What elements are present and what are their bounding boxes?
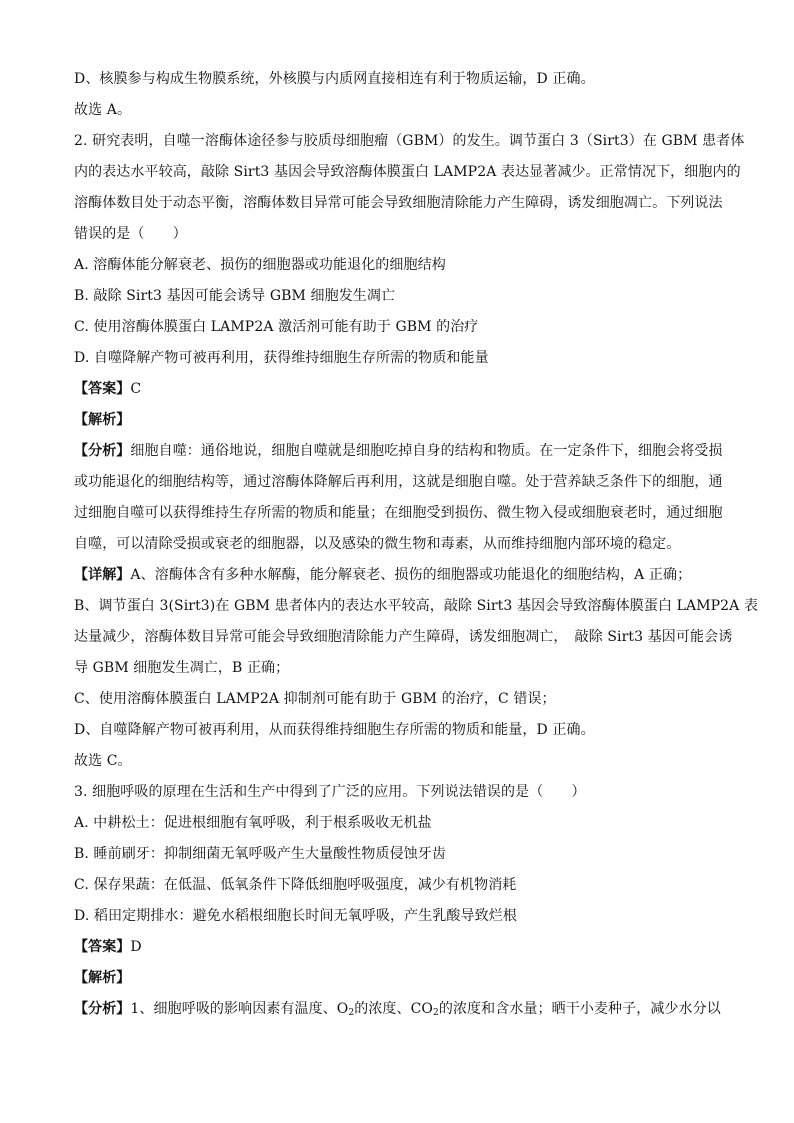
- option-b: B. 睡前刷牙：抑制细菌无氧呼吸产生大量酸性物质侵蚀牙齿: [74, 846, 446, 862]
- fenxi-tag: 【分析】: [74, 1001, 131, 1017]
- fenxi-tag: 【分析】: [74, 443, 131, 459]
- text-line: 故选 C。: [74, 753, 132, 769]
- xiangjie-text: A、溶酶体含有多种水解酶，能分解衰老、损伤的细胞器或功能退化的细胞结构，A 正确；: [130, 567, 692, 583]
- analysis-heading: [74, 963, 720, 994]
- option-a: A. 中耕松土：促进根细胞有氧呼吸，利于根系吸收无机盐: [74, 815, 432, 831]
- answer-line: [74, 932, 720, 963]
- subscript: 2: [348, 1008, 355, 1018]
- analysis-heading: [74, 405, 720, 436]
- text-line: 错误的是（ ）: [74, 226, 187, 242]
- fenxi-text: 的浓度和含水量；晒干小麦种子，减少水分以: [438, 1001, 721, 1017]
- analysis-tag: 【解析】: [74, 412, 131, 428]
- answer-line: [74, 374, 720, 405]
- option-d: D. 稻田定期排水：避免水稻根细胞长时间无氧呼吸，产生乳酸导致烂根: [74, 908, 517, 924]
- text-line: D、自噬降解产物可被再利用，从而获得维持细胞生存所需的物质和能量，D 正确。: [74, 722, 595, 738]
- option-a: A. 溶酶体能分解衰老、损伤的细胞器或功能退化的细胞结构: [74, 257, 446, 273]
- answer-tag: 【答案】: [74, 939, 131, 955]
- text-line: 溶酶体数目处于动态平衡，溶酶体数目异常可能会导致细胞清除能力产生障碍，诱发细胞凋亡。下列说法: [74, 195, 723, 211]
- text-line: 或功能退化的细胞结构等，通过溶酶体降解后再利用，这就是细胞自噬。处于营养缺乏条件下的细胞，通: [74, 474, 723, 490]
- xiangjie-line: [74, 560, 720, 591]
- text-line: D、核膜参与构成生物膜系统，外核膜与内质网直接相连有利于物质运输，D 正确。: [74, 71, 595, 87]
- option-c: C. 使用溶酶体膜蛋白 LAMP2A 激活剂可能有助于 GBM 的治疗: [74, 319, 479, 335]
- option-c: C. 保存果蔬：在低温、低氧条件下降低细胞呼吸强度，减少有机物消耗: [74, 877, 517, 893]
- text-line: 内的表达水平较高，敲除 Sirt3 基因会导致溶酶体膜蛋白 LAMP2A 表达显著减少。正常情况下，细胞内的: [74, 164, 741, 180]
- fenxi-text: 细胞自噬：通俗地说，细胞自噬就是细胞吃掉自身的结构和物质。在一定条件下，细胞会将受损: [130, 443, 723, 459]
- question-3-stem: 3. 细胞呼吸的原理在生活和生产中得到了广泛的应用。下列说法错误的是（ ）: [74, 784, 586, 800]
- question-2-stem: 2. 研究表明，自噬一溶酶体途径参与胶质母细胞瘤（GBM）的发生。调节蛋白 3（Sirt3）在 GBM 患者体: [74, 133, 745, 149]
- answer-value: D: [130, 939, 142, 955]
- option-d: D. 自噬降解产物可被再利用，获得维持细胞生存所需的物质和能量: [74, 350, 489, 366]
- analysis-tag: 【解析】: [74, 970, 131, 986]
- option-b: B. 敲除 Sirt3 基因可能会诱导 GBM 细胞发生凋亡: [74, 288, 396, 304]
- text-line: 导 GBM 细胞发生凋亡，B 正确；: [74, 660, 290, 676]
- text-line: C、使用溶酶体膜蛋白 LAMP2A 抑制剂可能有助于 GBM 的治疗，C 错误；: [74, 691, 556, 707]
- text-line: 达量减少，溶酶体数目异常可能会导致细胞清除能力产生障碍，诱发细胞凋亡， 敲除 Sirt3 基因可能会诱: [74, 629, 733, 645]
- fenxi-text: 的浓度、CO: [354, 1001, 434, 1017]
- text-line: 过细胞自噬可以获得维持生存所需的物质和能量；在细胞受到损伤、微生物入侵或细胞衰老时，通过细胞: [74, 505, 723, 521]
- text-line: 自噬，可以清除受损或衰老的细胞器，以及感染的微生物和毒素，从而维持细胞内部环境的稳定。: [74, 536, 681, 552]
- text-line: 故选 A。: [74, 102, 132, 118]
- subscript: 2: [433, 1008, 439, 1018]
- answer-value: C: [130, 381, 142, 397]
- fenxi-text: 1、细胞呼吸的影响因素有温度、O: [130, 1001, 349, 1017]
- xiangjie-tag: 【详解】: [74, 567, 131, 583]
- answer-tag: 【答案】: [74, 381, 131, 397]
- fenxi-line: [74, 436, 723, 467]
- fenxi-line: [74, 994, 720, 1025]
- text-line: B、调节蛋白 3(Sirt3)在 GBM 患者体内的表达水平较高，敲除 Sirt3 基因会导致溶酶体膜蛋白 LAMP2A 表: [74, 598, 759, 614]
